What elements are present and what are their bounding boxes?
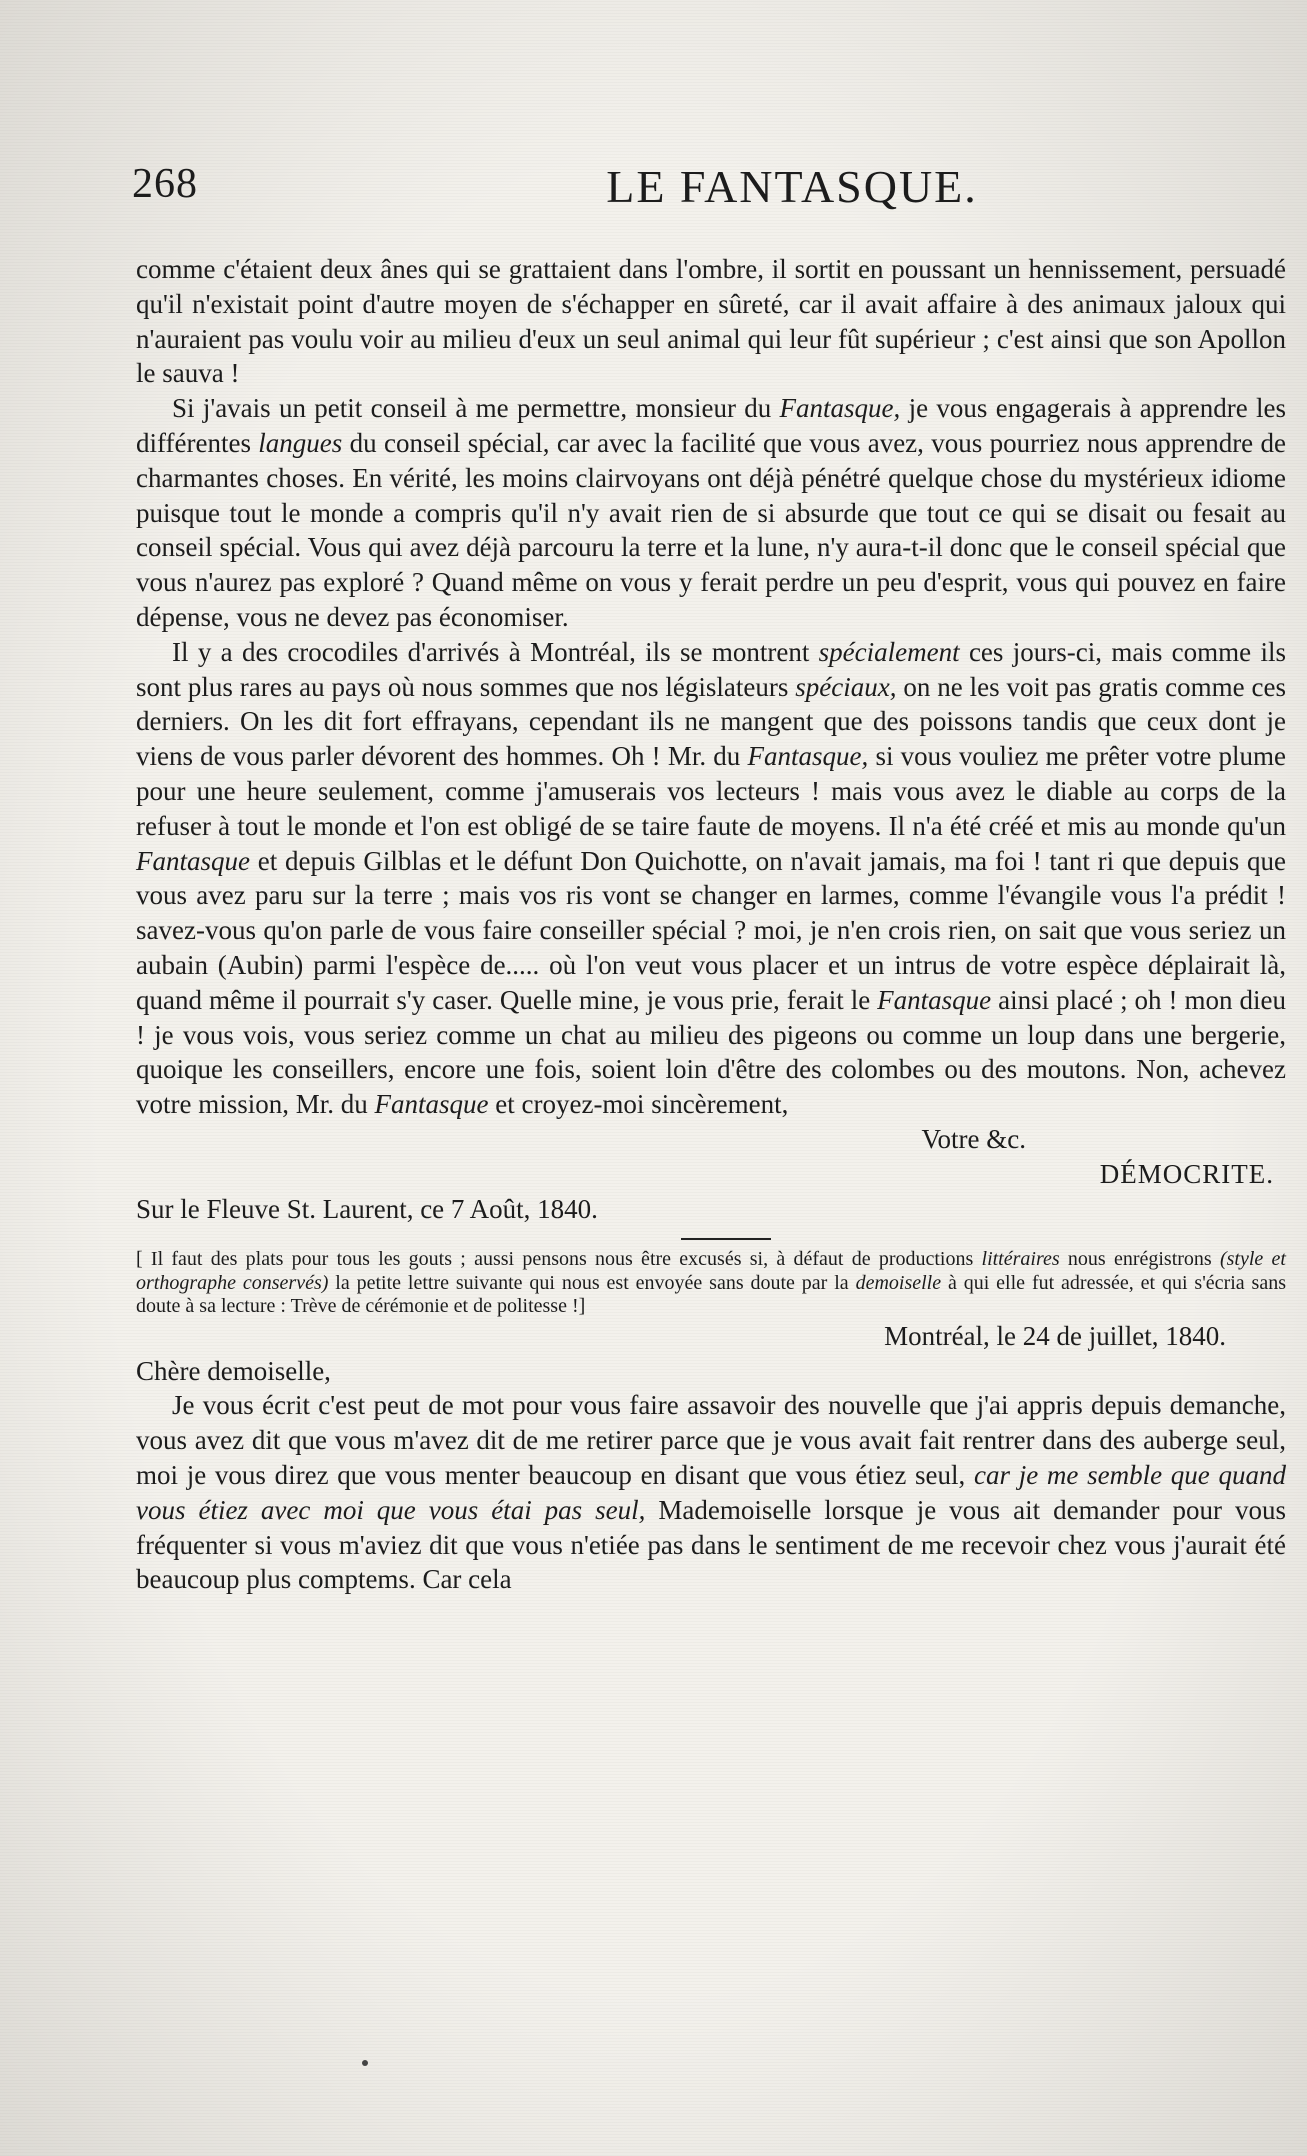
italic-run: Fantasque (136, 845, 250, 876)
separator-rule (681, 1238, 771, 1240)
letter-date: Montréal, le 24 de juillet, 1840. (884, 1320, 1226, 1351)
italic-run: Fantasque, (779, 393, 901, 424)
text-run: Mademoiselle lorsque je vous ait demander pour vous fréquenter si vous m'aviez dit que vous n'etiée pas dans le sentiment de me recevoir chez vous j'aurait été beaucoup plus comptems. Car cela (136, 1494, 1286, 1595)
text-run: du conseil spécial, car avec la facilité que vous avez, vous pourriez nous apprendre de charmantes choses. En vérité, les moins clairvoyans ont déjà pénétré quelque chose du mystérieux idiome puisque tout le monde a compris qu'il n'y avait rien de si absurde que tout ce qui se disait ou fesait au conseil spécial. Vous qui avez déjà parcouru la terre et la lune, n'y aura-t-il donc que le conseil spécial que vous n'aurez pas exploré ? Quand même on vous y ferait perdre un peu d'esprit, vous qui pouvez en faire dépense, vous ne devez pas économiser. (136, 427, 1286, 632)
letter-salutation: Chère demoiselle, (136, 1355, 331, 1386)
paragraph-1-text: comme c'étaient deux ânes qui se grattaient dans l'ombre, il sortit en poussant un hennissement, persuadé qu'il n'existait point d'autre moyen de s'échapper en sûreté, car il avait affaire à des animaux jaloux qui n'auraient pas voulu voir au milieu d'eux un seul animal qui leur fût supérieur ; c'est ainsi que son Apollon le sauva ! (136, 254, 1286, 389)
page-header (132, 160, 1282, 220)
page-number: 268 (132, 161, 198, 207)
italic-run: car je me semble que quand vous étiez avec moi que vous étai pas seul, (136, 1460, 1286, 1525)
article-body (136, 252, 1286, 1597)
text-run: à qui elle fut adressée, et qui s'écria sans doute à sa lecture : Trève de cérémonie et de politesse !] (136, 1271, 1286, 1318)
italic-run: Fantasque, (747, 741, 869, 772)
italic-run: Fantasque (877, 984, 992, 1015)
paragraph-2 (136, 391, 1286, 635)
text-run: ainsi placé ; oh ! mon dieu ! je vous vois, vous seriez comme un chat au milieu des pigeons ou comme un loup dans une bergerie, quoique les conseillers, encore une fois, soient loin d'être des colombes ou des moutons. Non, achevez votre mission, Mr. du (136, 984, 1286, 1120)
text-run: [ Il faut des plats pour tous les gouts ; aussi pensons nous être excusés si, à défaut de productions (136, 1248, 982, 1271)
italic-run: Fantasque (374, 1089, 489, 1120)
text-run: ces jours-ci, mais comme ils sont plus rares au pays où nous sommes que nos législateurs (136, 636, 1286, 702)
dateline: Sur le Fleuve St. Laurent, ce 7 Août, 1840. (136, 1193, 598, 1224)
paragraph-3 (136, 635, 1286, 1122)
text-run: si vous vouliez me prêter votre plume pour une heure seulement, comme j'amuserais vos lecteurs ! mais vous avez le diable au corps de la refuser à tout le monde et l'on est obligé de se taire faute de moyens. Il n'a été créé et mis au monde qu'un (136, 741, 1286, 841)
text-run: la petite lettre suivante qui nous est envoyée sans doute par la (328, 1271, 856, 1294)
italic-run: demoiselle (855, 1271, 942, 1294)
italic-run: spécialement (818, 636, 960, 667)
text-run: Si j'avais un petit conseil à me permettre, monsieur du (172, 393, 780, 424)
italic-run: littéraires (981, 1248, 1060, 1271)
closing: Votre &c. (921, 1123, 1026, 1154)
editor-note (136, 1248, 1286, 1319)
text-run: Je vous écrit c'est peut de mot pour vous faire assavoir des nouvelle que j'ai appris depuis demanche, vous avez dit que vous m'avez dit de me retirer parce que je vous avait fait rentrer dans des auberge seul, moi je vous direz que vous menter beaucoup en disant que vous étiez seul, (136, 1390, 1286, 1490)
italic-run: langues (258, 427, 343, 458)
signature-name: DÉMOCRITE. (1099, 1158, 1274, 1189)
italic-run: (style et orthographe conservés) (136, 1248, 1286, 1294)
italic-run: spéciaux, (795, 671, 897, 702)
paragraph-1 (136, 252, 1286, 391)
text-run: on ne les voit pas gratis comme ces derniers. On les dit fort effrayans, cependant ils ne mangent que des poissons tandis que ceux dont je viens de vous parler dévorent des hommes. Oh ! Mr. du (136, 671, 1286, 772)
letter-body (136, 1388, 1286, 1597)
text-run: je vous engagerais à apprendre les différentes (136, 393, 1286, 458)
text-run: et croyez-moi sincèrement, (488, 1089, 789, 1120)
running-title: LE FANTASQUE. (606, 161, 978, 212)
text-run: et depuis Gilblas et le défunt Don Quichotte, on n'avait jamais, ma foi ! tant ri que depuis que vous avez paru sur la terre ; mais vos ris vont se changer en larmes, comme l'évangile vous l'a prédit ! savez-vous qu'on parle de vous faire conseiller spécial ? moi, je n'en crois rien, on sait que vous seriez un aubain (Aubin) parmi l'espèce de..... où l'on veut vous placer et un intrus de votre espèce déplairait là, quand même il pourrait s'y caser. Quelle mine, je vous prie, ferait le (136, 845, 1286, 1015)
text-run: nous enrégistrons (1059, 1248, 1220, 1271)
text-run: Il y a des crocodiles d'arrivés à Montréal, ils se montrent (172, 636, 819, 667)
ink-speck (362, 2060, 368, 2066)
